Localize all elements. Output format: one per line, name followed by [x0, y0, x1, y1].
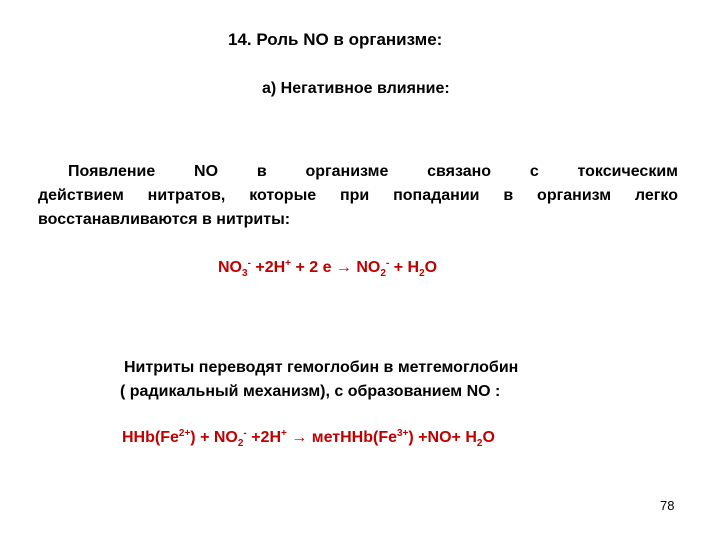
eq-text: O [482, 429, 495, 446]
eq-sub: 2 [476, 438, 483, 449]
paragraph-nitrates [38, 160, 678, 232]
eq-sup: - [247, 258, 251, 269]
eq-sup: + [281, 428, 287, 439]
eq-sub: 2 [419, 268, 425, 279]
eq-text: HHb(Fe [122, 429, 179, 446]
equation-methemoglobin [122, 428, 495, 449]
paragraph-nitrites [120, 356, 518, 404]
eq-sup: 2+ [178, 428, 191, 439]
paragraph-line: Появление NO в организме связано с токсическим [68, 163, 678, 180]
eq-text: + H [389, 259, 420, 276]
eq-text: ) +NO+ H [408, 429, 477, 446]
eq-sub: 2 [380, 268, 386, 279]
eq-text: NO [218, 259, 242, 276]
page-number: 78 [660, 498, 675, 513]
eq-text: +2H [246, 429, 282, 446]
paragraph-line: действием нитратов, которые при попадании в организм легко [38, 187, 678, 204]
eq-sub: 3 [242, 268, 248, 279]
eq-text: ) + NO [190, 429, 238, 446]
paragraph-line: восстанавливаются в нитриты: [38, 211, 291, 228]
eq-text: +2H [250, 259, 286, 276]
paragraph-line: Нитриты переводят гемоглобин в метгемоглобин [124, 359, 519, 376]
eq-sup: - [385, 258, 390, 269]
eq-text: + 2 e → NO [291, 259, 381, 276]
slide-subtitle: а) Негативное влияние: [262, 80, 450, 97]
eq-text: → метHHb(Fe [286, 429, 397, 446]
paragraph-line: ( радикальный механизм), с образованием NO : [120, 383, 501, 400]
eq-sup: - [243, 428, 247, 439]
slide-title: 14. Роль NO в организме: [228, 30, 443, 49]
eq-sup: 3+ [397, 428, 409, 439]
eq-sup: + [285, 258, 291, 269]
equation-nitrate-reduction [218, 258, 437, 279]
eq-text: O [424, 259, 438, 276]
eq-sub: 2 [237, 438, 244, 449]
